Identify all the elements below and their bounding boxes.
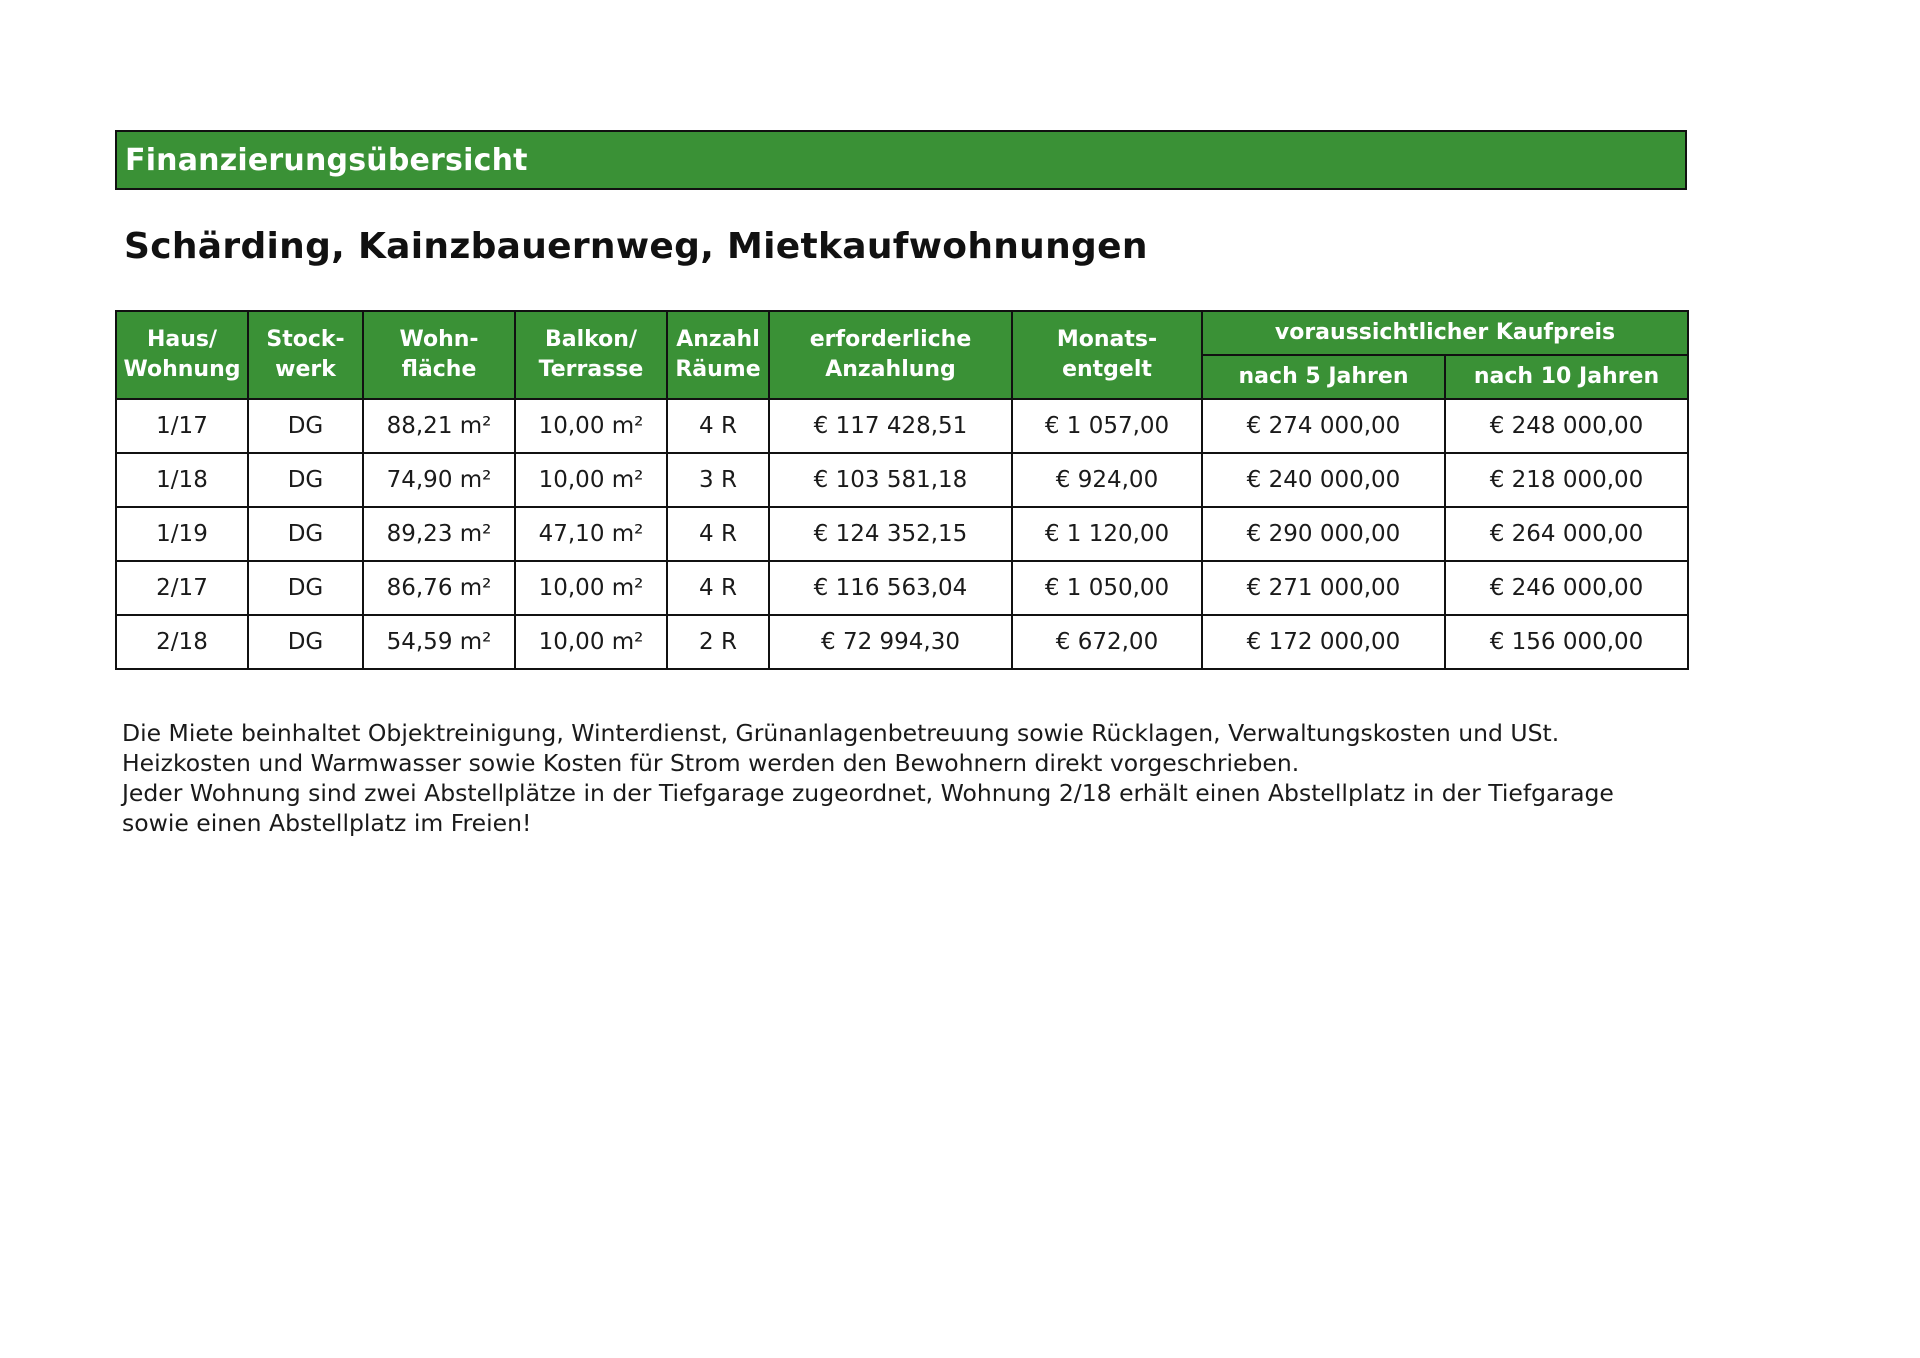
cell-nach-10-jahren: € 246 000,00 [1445,561,1688,615]
cell-wohnflaeche: 74,90 m² [363,453,515,507]
cell-raeume: 3 R [667,453,769,507]
col-header-stockwerk: Stock- werk [248,311,363,399]
cell-monatsentgelt: € 924,00 [1012,453,1202,507]
cell-nach-10-jahren: € 218 000,00 [1445,453,1688,507]
cell-stockwerk: DG [248,615,363,669]
cell-monatsentgelt: € 672,00 [1012,615,1202,669]
title-banner [115,130,1687,190]
cell-raeume: 4 R [667,507,769,561]
cell-anzahlung: € 117 428,51 [769,399,1012,453]
col-header-balkon: Balkon/ Terrasse [515,311,667,399]
cell-haus: 1/18 [116,453,248,507]
cell-nach-5-jahren: € 240 000,00 [1202,453,1445,507]
cell-anzahlung: € 72 994,30 [769,615,1012,669]
cell-nach-10-jahren: € 264 000,00 [1445,507,1688,561]
cell-haus: 1/19 [116,507,248,561]
cell-monatsentgelt: € 1 057,00 [1012,399,1202,453]
notes-block [122,718,1682,838]
page-title: Finanzierungsübersicht [125,142,528,178]
cell-anzahlung: € 116 563,04 [769,561,1012,615]
cell-nach-5-jahren: € 274 000,00 [1202,399,1445,453]
col-header-monatsentgelt: Monats- entgelt [1012,311,1202,399]
cell-raeume: 4 R [667,561,769,615]
col-header-kaufpreis-group: voraussichtlicher Kaufpreis [1202,311,1688,355]
col-header-nach-10-jahren: nach 10 Jahren [1445,355,1688,399]
col-header-wohnflaeche: Wohn- fläche [363,311,515,399]
col-header-anzahlung: erforderliche Anzahlung [769,311,1012,399]
cell-nach-10-jahren: € 156 000,00 [1445,615,1688,669]
cell-raeume: 4 R [667,399,769,453]
note-line: Jeder Wohnung sind zwei Abstellplätze in der Tiefgarage zugeordnet, Wohnung 2/18 erhält einen Abstellplatz in der Tiefgarage sowie einen Abstellplatz im Freien! [122,779,1614,837]
cell-stockwerk: DG [248,561,363,615]
header-row [116,311,1688,355]
note-line: Die Miete beinhaltet Objektreinigung, Winterdienst, Grünanlagenbetreuung sowie Rücklagen, Verwaltungskosten und USt. [122,719,1560,747]
cell-haus: 2/18 [116,615,248,669]
table-row [116,507,1688,561]
cell-balkon: 10,00 m² [515,399,667,453]
col-header-nach-5-jahren: nach 5 Jahren [1202,355,1445,399]
cell-monatsentgelt: € 1 050,00 [1012,561,1202,615]
cell-wohnflaeche: 86,76 m² [363,561,515,615]
cell-anzahlung: € 103 581,18 [769,453,1012,507]
table-row [116,561,1688,615]
cell-haus: 2/17 [116,561,248,615]
cell-nach-5-jahren: € 271 000,00 [1202,561,1445,615]
cell-balkon: 47,10 m² [515,507,667,561]
cell-raeume: 2 R [667,615,769,669]
note-line: Heizkosten und Warmwasser sowie Kosten für Strom werden den Bewohnern direkt vorgeschrieben. [122,749,1300,777]
project-subtitle: Schärding, Kainzbauernweg, Mietkaufwohnungen [124,226,1148,267]
cell-nach-5-jahren: € 290 000,00 [1202,507,1445,561]
cell-nach-5-jahren: € 172 000,00 [1202,615,1445,669]
cell-stockwerk: DG [248,453,363,507]
col-header-haus: Haus/ Wohnung [116,311,248,399]
cell-anzahlung: € 124 352,15 [769,507,1012,561]
cell-balkon: 10,00 m² [515,615,667,669]
cell-balkon: 10,00 m² [515,561,667,615]
cell-stockwerk: DG [248,507,363,561]
cell-wohnflaeche: 89,23 m² [363,507,515,561]
financing-table [115,310,1689,670]
cell-nach-10-jahren: € 248 000,00 [1445,399,1688,453]
cell-stockwerk: DG [248,399,363,453]
table-row [116,453,1688,507]
cell-wohnflaeche: 54,59 m² [363,615,515,669]
col-header-raeume: Anzahl Räume [667,311,769,399]
cell-balkon: 10,00 m² [515,453,667,507]
table-row [116,399,1688,453]
cell-haus: 1/17 [116,399,248,453]
cell-wohnflaeche: 88,21 m² [363,399,515,453]
table-row [116,615,1688,669]
cell-monatsentgelt: € 1 120,00 [1012,507,1202,561]
